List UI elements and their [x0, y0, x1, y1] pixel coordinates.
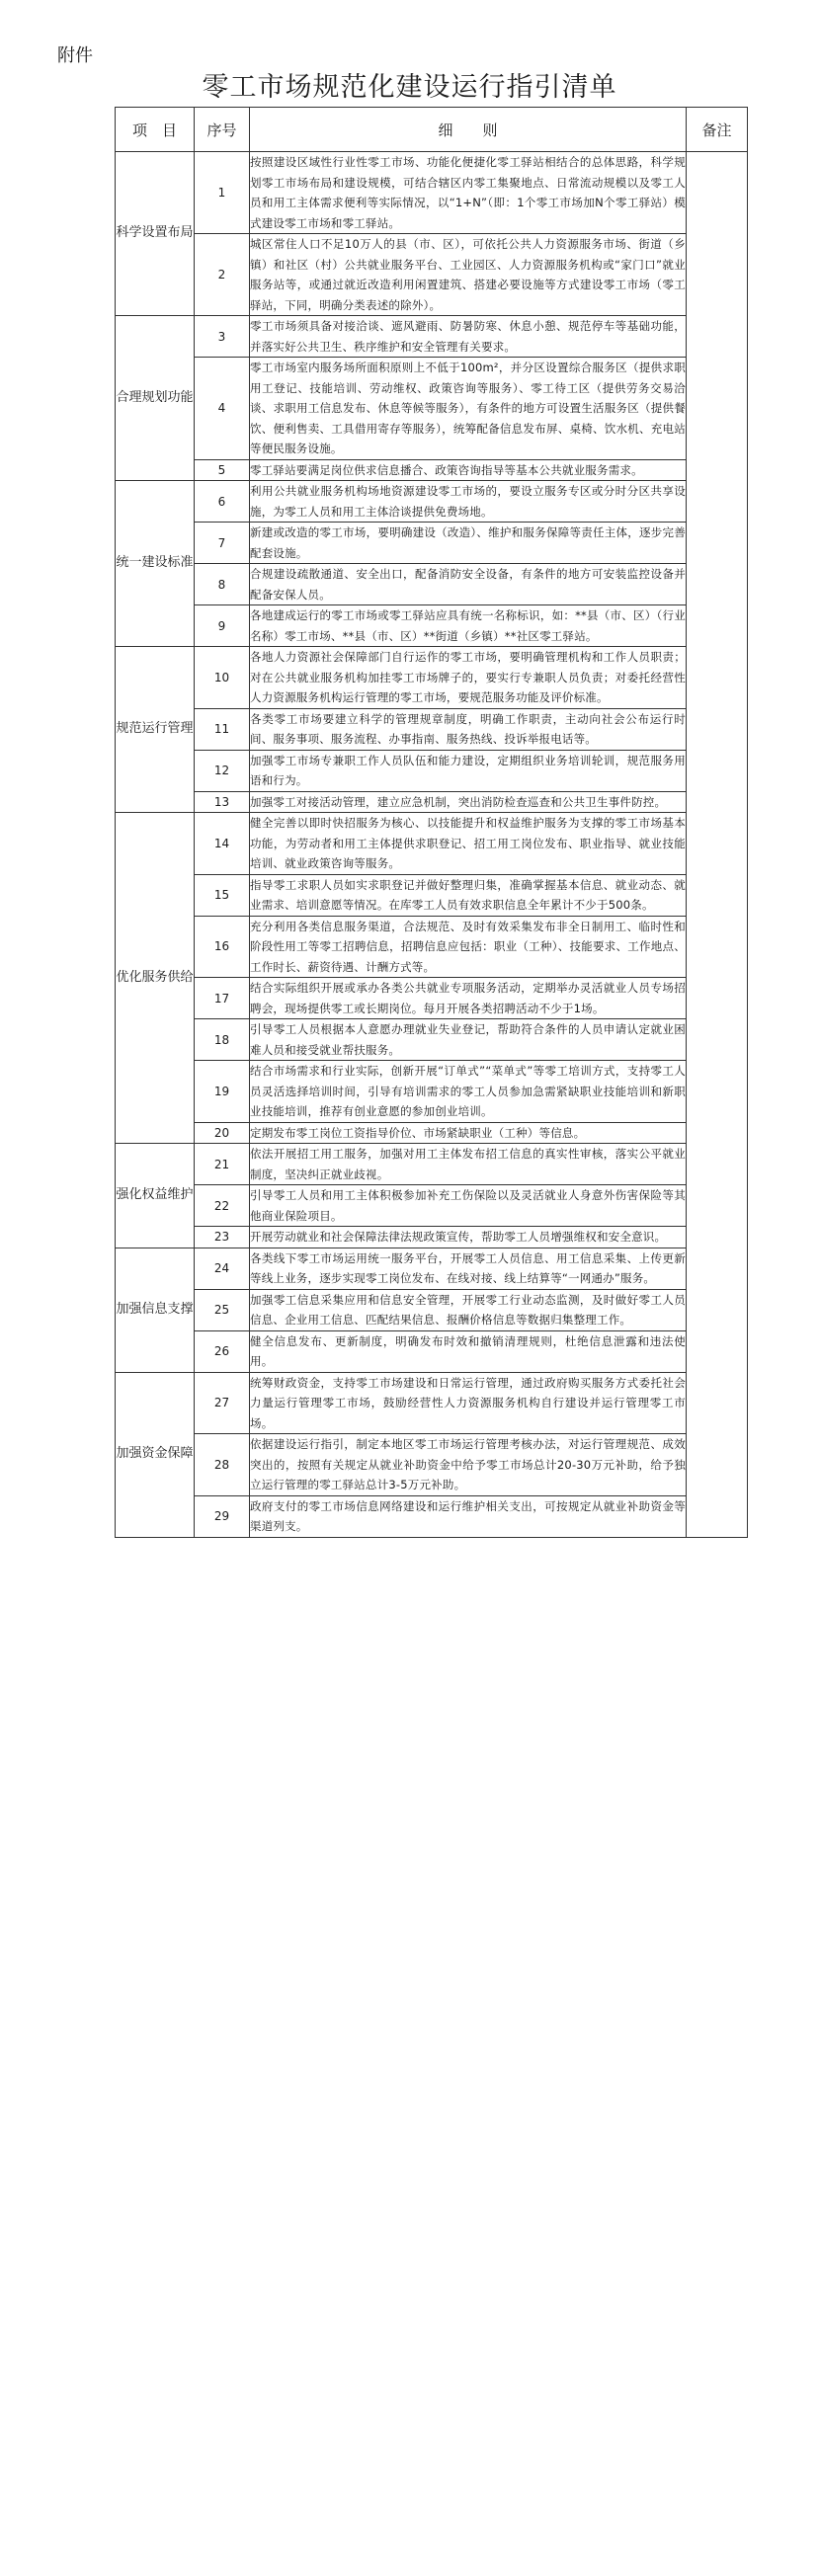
note-cell: [687, 152, 748, 1538]
category-cell: 统一建设标准: [116, 481, 195, 647]
table-header-row: [116, 108, 748, 152]
header-detail: 细 则: [250, 108, 687, 152]
table-row: [116, 916, 748, 978]
header-note: 备注: [687, 108, 748, 152]
row-number: 21: [195, 1144, 250, 1185]
detail-cell: 统筹财政资金，支持零工市场建设和日常运行管理，通过政府购买服务方式委托社会力量运行管理零工市场，鼓励经营性人力资源服务机构自行建设并运行管理零工市场。: [250, 1372, 687, 1434]
table-row: [116, 1144, 748, 1185]
table-row: [116, 1372, 748, 1434]
row-number: 10: [195, 647, 250, 709]
category-cell: 加强信息支撑: [116, 1248, 195, 1372]
table-row: [116, 1122, 748, 1144]
table-row: [116, 459, 748, 481]
row-number: 12: [195, 750, 250, 791]
detail-cell: 充分利用各类信息服务渠道，合法规范、及时有效采集发布非全日制用工、临时性和阶段性用工等零工招聘信息，招聘信息应包括：职业（工种）、技能要求、工作地点、工作时长、薪资待遇、计酬方式等。: [250, 916, 687, 978]
detail-cell: 各类零工市场要建立科学的管理规章制度，明确工作职责，主动向社会公布运行时间、服务事项、服务流程、办事指南、服务热线、投诉举报电话等。: [250, 708, 687, 750]
table-row: [116, 1019, 748, 1061]
table-row: [116, 1185, 748, 1227]
table-row: [116, 874, 748, 916]
detail-cell: 零工市场须具备对接洽谈、遮风避雨、防暑防寒、休息小憩、规范停车等基础功能，并落实好公共卫生、秩序维护和安全管理有关要求。: [250, 316, 687, 358]
row-number: 4: [195, 358, 250, 460]
header-no: 序号: [195, 108, 250, 152]
row-number: 24: [195, 1248, 250, 1289]
detail-cell: 零工市场室内服务场所面积原则上不低于100m²，并分区设置综合服务区（提供求职用工登记、技能培训、劳动维权、政策咨询等服务）、零工待工区（提供劳务交易洽谈、求职用工信息发布、休息等候等服务），有条件的地方可设置生活服务区（提供餐饮、便利售卖、工具借用寄存等服务），统筹配备信息发布屏、桌椅、饮水机、充电站等便民服务设施。: [250, 358, 687, 460]
table-row: [116, 152, 748, 234]
table-body: [116, 152, 748, 1538]
row-number: 6: [195, 481, 250, 523]
table-row: [116, 1248, 748, 1289]
row-number: 18: [195, 1019, 250, 1061]
row-number: 15: [195, 874, 250, 916]
category-cell: 规范运行管理: [116, 647, 195, 813]
detail-cell: 结合市场需求和行业实际，创新开展“订单式”“菜单式”等零工培训方式，支持零工人员灵活选择培训时间，引导有培训需求的零工人员参加急需紧缺职业技能培训和新职业技能培训，推荐有创业意愿的参加创业培训。: [250, 1061, 687, 1123]
table-row: [116, 481, 748, 523]
detail-cell: 城区常住人口不足10万人的县（市、区），可依托公共人力资源服务市场、街道（乡镇）和社区（村）公共就业服务平台、工业园区、人力资源服务机构或“家门口”就业服务站等，或通过就近改造利用闲置建筑、搭建必要设施等方式建设零工市场（零工驿站，下同，明确分类表述的除外）。: [250, 234, 687, 316]
table-row: [116, 750, 748, 791]
detail-cell: 各地人力资源社会保障部门自行运作的零工市场，要明确管理机构和工作人员职责；对在公共就业服务机构加挂零工市场牌子的，要实行专兼职人员负责；对委托经营性人力资源服务机构运行管理的零工市场，要规范服务功能及评价标准。: [250, 647, 687, 709]
category-cell: 加强资金保障: [116, 1372, 195, 1537]
detail-cell: 依据建设运行指引，制定本地区零工市场运行管理考核办法，对运行管理规范、成效突出的，按照有关规定从就业补助资金中给予零工市场总计20-30万元补助，给予独立运行管理的零工驿站总计3-5万元补助。: [250, 1434, 687, 1496]
table-row: [116, 791, 748, 813]
row-number: 29: [195, 1495, 250, 1537]
row-number: 5: [195, 459, 250, 481]
detail-cell: 加强零工信息采集应用和信息安全管理，开展零工行业动态监测，及时做好零工人员信息、企业用工信息、匹配结果信息、报酬价格信息等数据归集整理工作。: [250, 1289, 687, 1330]
table-row: [116, 708, 748, 750]
row-number: 28: [195, 1434, 250, 1496]
detail-cell: 指导零工求职人员如实求职登记并做好整理归集，准确掌握基本信息、就业动态、就业需求、培训意愿等情况。在库零工人员有效求职信息全年累计不少于500条。: [250, 874, 687, 916]
category-cell: 优化服务供给: [116, 813, 195, 1144]
detail-cell: 加强零工市场专兼职工作人员队伍和能力建设，定期组织业务培训轮训，规范服务用语和行为。: [250, 750, 687, 791]
row-number: 17: [195, 978, 250, 1019]
attachment-label: 附件: [57, 45, 93, 66]
page-title: 零工市场规范化建设运行指引清单: [202, 72, 617, 103]
table-row: [116, 1061, 748, 1123]
detail-cell: 合规建设疏散通道、安全出口，配备消防安全设备，有条件的地方可安装监控设备并配备安保人员。: [250, 564, 687, 605]
detail-cell: 加强零工对接活动管理，建立应急机制，突出消防检查巡查和公共卫生事件防控。: [250, 791, 687, 813]
row-number: 19: [195, 1061, 250, 1123]
detail-cell: 健全信息发布、更新制度，明确发布时效和撤销清理规则，杜绝信息泄露和违法使用。: [250, 1330, 687, 1372]
row-number: 26: [195, 1330, 250, 1372]
row-number: 9: [195, 605, 250, 647]
detail-cell: 开展劳动就业和社会保障法律法规政策宣传，帮助零工人员增强维权和安全意识。: [250, 1227, 687, 1248]
table-row: [116, 1495, 748, 1537]
category-cell: 合理规划功能: [116, 316, 195, 481]
table-row: [116, 978, 748, 1019]
table-row: [116, 1330, 748, 1372]
table-row: [116, 316, 748, 358]
table-row: [116, 813, 748, 875]
table-row: [116, 605, 748, 647]
row-number: 14: [195, 813, 250, 875]
table-row: [116, 564, 748, 605]
detail-cell: 结合实际组织开展或承办各类公共就业专项服务活动，定期举办灵活就业人员专场招聘会，现场提供零工或长期岗位。每月开展各类招聘活动不少于1场。: [250, 978, 687, 1019]
detail-cell: 健全完善以即时快招服务为核心、以技能提升和权益维护服务为支撑的零工市场基本功能，为劳动者和用工主体提供求职登记、招工用工岗位发布、职业指导、就业技能培训、就业政策咨询等服务。: [250, 813, 687, 875]
table-row: [116, 1227, 748, 1248]
detail-cell: 零工驿站要满足岗位供求信息播合、政策咨询指导等基本公共就业服务需求。: [250, 459, 687, 481]
guide-table: [115, 107, 748, 1538]
detail-cell: 定期发布零工岗位工资指导价位、市场紧缺职业（工种）等信息。: [250, 1122, 687, 1144]
row-number: 20: [195, 1122, 250, 1144]
row-number: 25: [195, 1289, 250, 1330]
row-number: 3: [195, 316, 250, 358]
row-number: 22: [195, 1185, 250, 1227]
detail-cell: 引导零工人员根据本人意愿办理就业失业登记，帮助符合条件的人员申请认定就业困难人员和接受就业帮扶服务。: [250, 1019, 687, 1061]
row-number: 2: [195, 234, 250, 316]
row-number: 7: [195, 523, 250, 564]
detail-cell: 利用公共就业服务机构场地资源建设零工市场的，要设立服务专区或分时分区共享设施，为零工人员和用工主体洽谈提供免费场地。: [250, 481, 687, 523]
detail-cell: 按照建设区域性行业性零工市场、功能化便捷化零工驿站相结合的总体思路，科学规划零工市场布局和建设规模，可结合辖区内零工集聚地点、日常流动规模以及零工人员和用工主体需求便利等实际情况，以“1+N”（即：1个零工市场加N个零工驿站）模式建设零工市场和零工驿站。: [250, 152, 687, 234]
detail-cell: 各类线下零工市场运用统一服务平台，开展零工人员信息、用工信息采集、上传更新等线上业务，逐步实现零工岗位发布、在线对接、线上结算等“一网通办”服务。: [250, 1248, 687, 1289]
category-cell: 科学设置布局: [116, 152, 195, 316]
detail-cell: 引导零工人员和用工主体积极参加补充工伤保险以及灵活就业人身意外伤害保险等其他商业保险项目。: [250, 1185, 687, 1227]
table-row: [116, 1434, 748, 1496]
detail-cell: 新建或改造的零工市场，要明确建设（改造）、维护和服务保障等责任主体，逐步完善配套设施。: [250, 523, 687, 564]
detail-cell: 政府支付的零工市场信息网络建设和运行维护相关支出，可按规定从就业补助资金等渠道列支。: [250, 1495, 687, 1537]
category-cell: 强化权益维护: [116, 1144, 195, 1248]
table-row: [116, 358, 748, 460]
table-row: [116, 647, 748, 709]
table-row: [116, 234, 748, 316]
detail-cell: 各地建成运行的零工市场或零工驿站应具有统一名称标识，如：**县（市、区）（行业名称）零工市场、**县（市、区）**街道（乡镇）**社区零工驿站。: [250, 605, 687, 647]
row-number: 27: [195, 1372, 250, 1434]
row-number: 23: [195, 1227, 250, 1248]
header-item: 项 目: [116, 108, 195, 152]
row-number: 16: [195, 916, 250, 978]
row-number: 13: [195, 791, 250, 813]
table-row: [116, 523, 748, 564]
row-number: 1: [195, 152, 250, 234]
table-row: [116, 1289, 748, 1330]
row-number: 11: [195, 708, 250, 750]
detail-cell: 依法开展招工用工服务，加强对用工主体发布招工信息的真实性审核，落实公平就业制度，坚决纠正就业歧视。: [250, 1144, 687, 1185]
row-number: 8: [195, 564, 250, 605]
